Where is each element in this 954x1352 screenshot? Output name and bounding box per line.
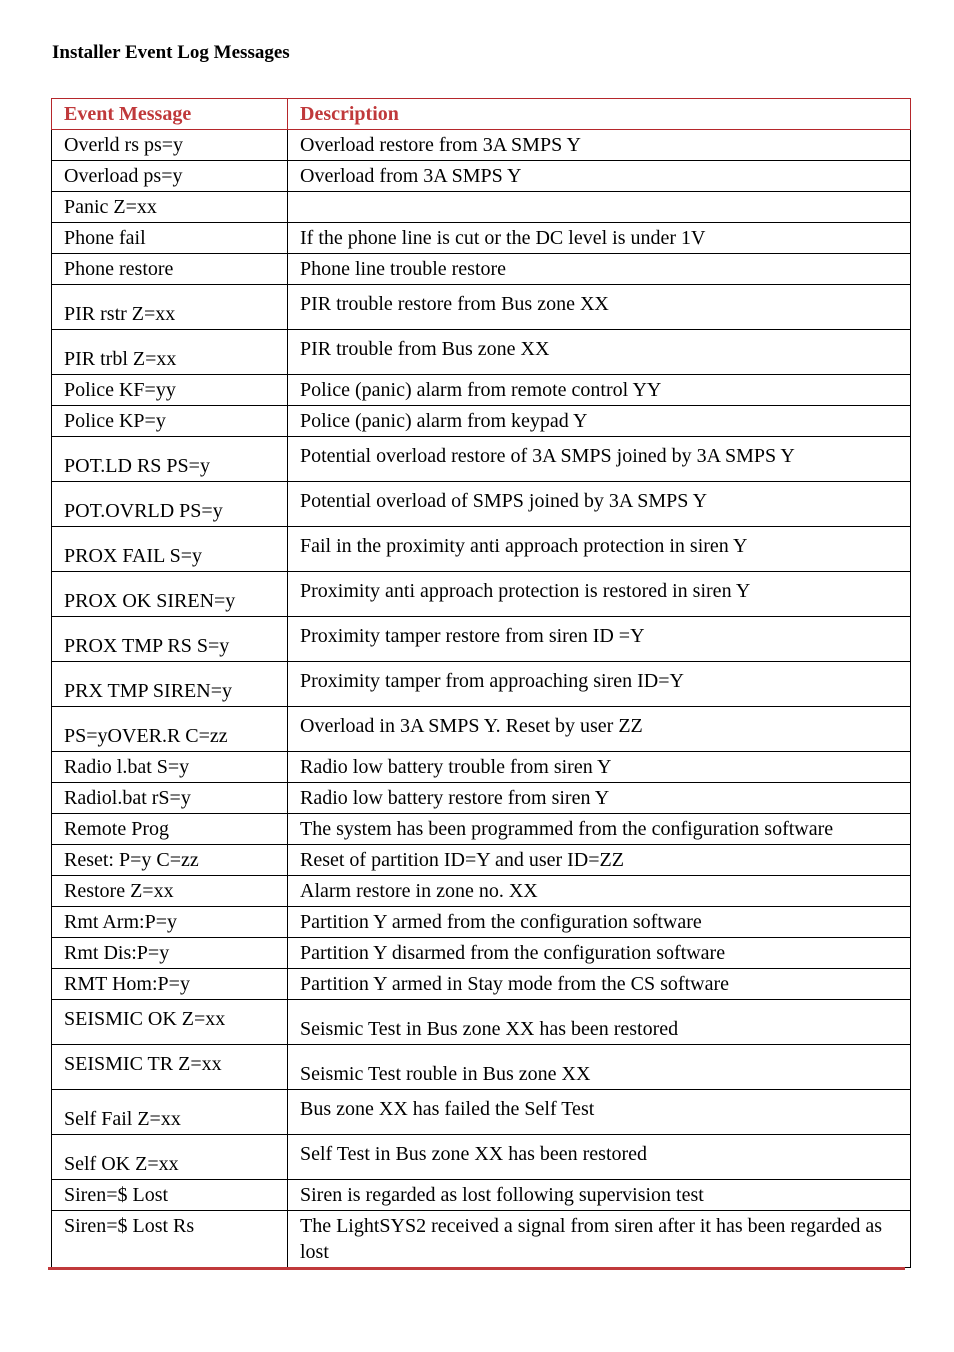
event-message-cell: Rmt Dis:P=y <box>52 938 288 969</box>
table-row <box>52 662 911 707</box>
event-message-cell: PS=yOVER.R C=zz <box>52 707 288 752</box>
table-row <box>52 1180 911 1211</box>
event-message-cell: Self Fail Z=xx <box>52 1090 288 1135</box>
table-row <box>52 876 911 907</box>
event-message-cell: SEISMIC OK Z=xx <box>52 1000 288 1045</box>
event-message-cell: Reset: P=y C=zz <box>52 845 288 876</box>
description-cell: Overload in 3A SMPS Y. Reset by user ZZ <box>288 707 911 752</box>
table-row <box>52 482 911 527</box>
event-message-cell: Police KP=y <box>52 406 288 437</box>
table-row <box>52 938 911 969</box>
description-cell: Potential overload restore of 3A SMPS joined by 3A SMPS Y <box>288 437 911 482</box>
event-message-cell: POT.OVRLD PS=y <box>52 482 288 527</box>
description-cell: Potential overload of SMPS joined by 3A SMPS Y <box>288 482 911 527</box>
description-cell: Overload restore from 3A SMPS Y <box>288 130 911 161</box>
description-cell: If the phone line is cut or the DC level is under 1V <box>288 223 911 254</box>
table-row <box>52 406 911 437</box>
description-cell: Partition Y armed in Stay mode from the CS software <box>288 969 911 1000</box>
event-message-cell: Panic Z=xx <box>52 192 288 223</box>
table-row <box>52 161 911 192</box>
event-message-cell: Phone fail <box>52 223 288 254</box>
table-row <box>52 783 911 814</box>
column-header-event-message: Event Message <box>52 99 288 130</box>
event-message-cell: PROX FAIL S=y <box>52 527 288 572</box>
description-cell <box>288 192 911 223</box>
table-row <box>52 707 911 752</box>
description-cell: The LightSYS2 received a signal from siren after it has been regarded as lost <box>288 1211 911 1268</box>
description-cell: Partition Y armed from the configuration software <box>288 907 911 938</box>
description-cell: The system has been programmed from the configuration software <box>288 814 911 845</box>
description-cell: PIR trouble from Bus zone XX <box>288 330 911 375</box>
description-cell: Fail in the proximity anti approach protection in siren Y <box>288 527 911 572</box>
table-row <box>52 330 911 375</box>
table-row <box>52 969 911 1000</box>
table-row <box>52 1211 911 1268</box>
table-row <box>52 130 911 161</box>
footer-divider <box>48 1267 905 1270</box>
event-message-cell: Restore Z=xx <box>52 876 288 907</box>
event-message-cell: PROX OK SIREN=y <box>52 572 288 617</box>
description-cell: Proximity tamper restore from siren ID =Y <box>288 617 911 662</box>
event-message-cell: PIR trbl Z=xx <box>52 330 288 375</box>
description-cell: Proximity anti approach protection is restored in siren Y <box>288 572 911 617</box>
event-message-cell: Police KF=yy <box>52 375 288 406</box>
table-row <box>52 375 911 406</box>
description-cell: Radio low battery restore from siren Y <box>288 783 911 814</box>
event-message-cell: PIR rstr Z=xx <box>52 285 288 330</box>
event-message-cell: Self OK Z=xx <box>52 1135 288 1180</box>
table-body <box>52 130 911 1268</box>
event-message-cell: RMT Hom:P=y <box>52 969 288 1000</box>
event-message-cell: Siren=$ Lost Rs <box>52 1211 288 1268</box>
table-header-row <box>52 99 911 130</box>
description-cell: Bus zone XX has failed the Self Test <box>288 1090 911 1135</box>
event-message-cell: POT.LD RS PS=y <box>52 437 288 482</box>
table-row <box>52 1045 911 1090</box>
description-cell: Proximity tamper from approaching siren ID=Y <box>288 662 911 707</box>
table-row <box>52 814 911 845</box>
event-message-cell: Rmt Arm:P=y <box>52 907 288 938</box>
event-message-cell: Radio l.bat S=y <box>52 752 288 783</box>
table-row <box>52 617 911 662</box>
event-message-cell: PRX TMP SIREN=y <box>52 662 288 707</box>
description-cell: Self Test in Bus zone XX has been restored <box>288 1135 911 1180</box>
table-row <box>52 907 911 938</box>
event-message-cell: SEISMIC TR Z=xx <box>52 1045 288 1090</box>
table-row <box>52 527 911 572</box>
description-cell: Overload from 3A SMPS Y <box>288 161 911 192</box>
table-row <box>52 1090 911 1135</box>
description-cell: Police (panic) alarm from remote control YY <box>288 375 911 406</box>
table-row <box>52 254 911 285</box>
description-cell: Seismic Test rouble in Bus zone XX <box>288 1045 911 1090</box>
description-cell: Reset of partition ID=Y and user ID=ZZ <box>288 845 911 876</box>
column-header-description: Description <box>288 99 911 130</box>
table-row <box>52 845 911 876</box>
event-message-cell: Siren=$ Lost <box>52 1180 288 1211</box>
table-row <box>52 752 911 783</box>
description-cell: Siren is regarded as lost following supervision test <box>288 1180 911 1211</box>
table-row <box>52 192 911 223</box>
event-log-table <box>51 98 911 1268</box>
event-message-cell: Overload ps=y <box>52 161 288 192</box>
table-row <box>52 285 911 330</box>
table-row <box>52 223 911 254</box>
description-cell: Radio low battery trouble from siren Y <box>288 752 911 783</box>
description-cell: Seismic Test in Bus zone XX has been restored <box>288 1000 911 1045</box>
page-title: Installer Event Log Messages <box>52 42 290 63</box>
table-row <box>52 1000 911 1045</box>
event-message-cell: Overld rs ps=y <box>52 130 288 161</box>
event-message-cell: Remote Prog <box>52 814 288 845</box>
description-cell: Police (panic) alarm from keypad Y <box>288 406 911 437</box>
event-message-cell: PROX TMP RS S=y <box>52 617 288 662</box>
description-cell: Phone line trouble restore <box>288 254 911 285</box>
event-message-cell: Phone restore <box>52 254 288 285</box>
event-message-cell: Radiol.bat rS=y <box>52 783 288 814</box>
table-row <box>52 572 911 617</box>
table-row <box>52 437 911 482</box>
description-cell: Partition Y disarmed from the configuration software <box>288 938 911 969</box>
table-row <box>52 1135 911 1180</box>
description-cell: PIR trouble restore from Bus zone XX <box>288 285 911 330</box>
description-cell: Alarm restore in zone no. XX <box>288 876 911 907</box>
